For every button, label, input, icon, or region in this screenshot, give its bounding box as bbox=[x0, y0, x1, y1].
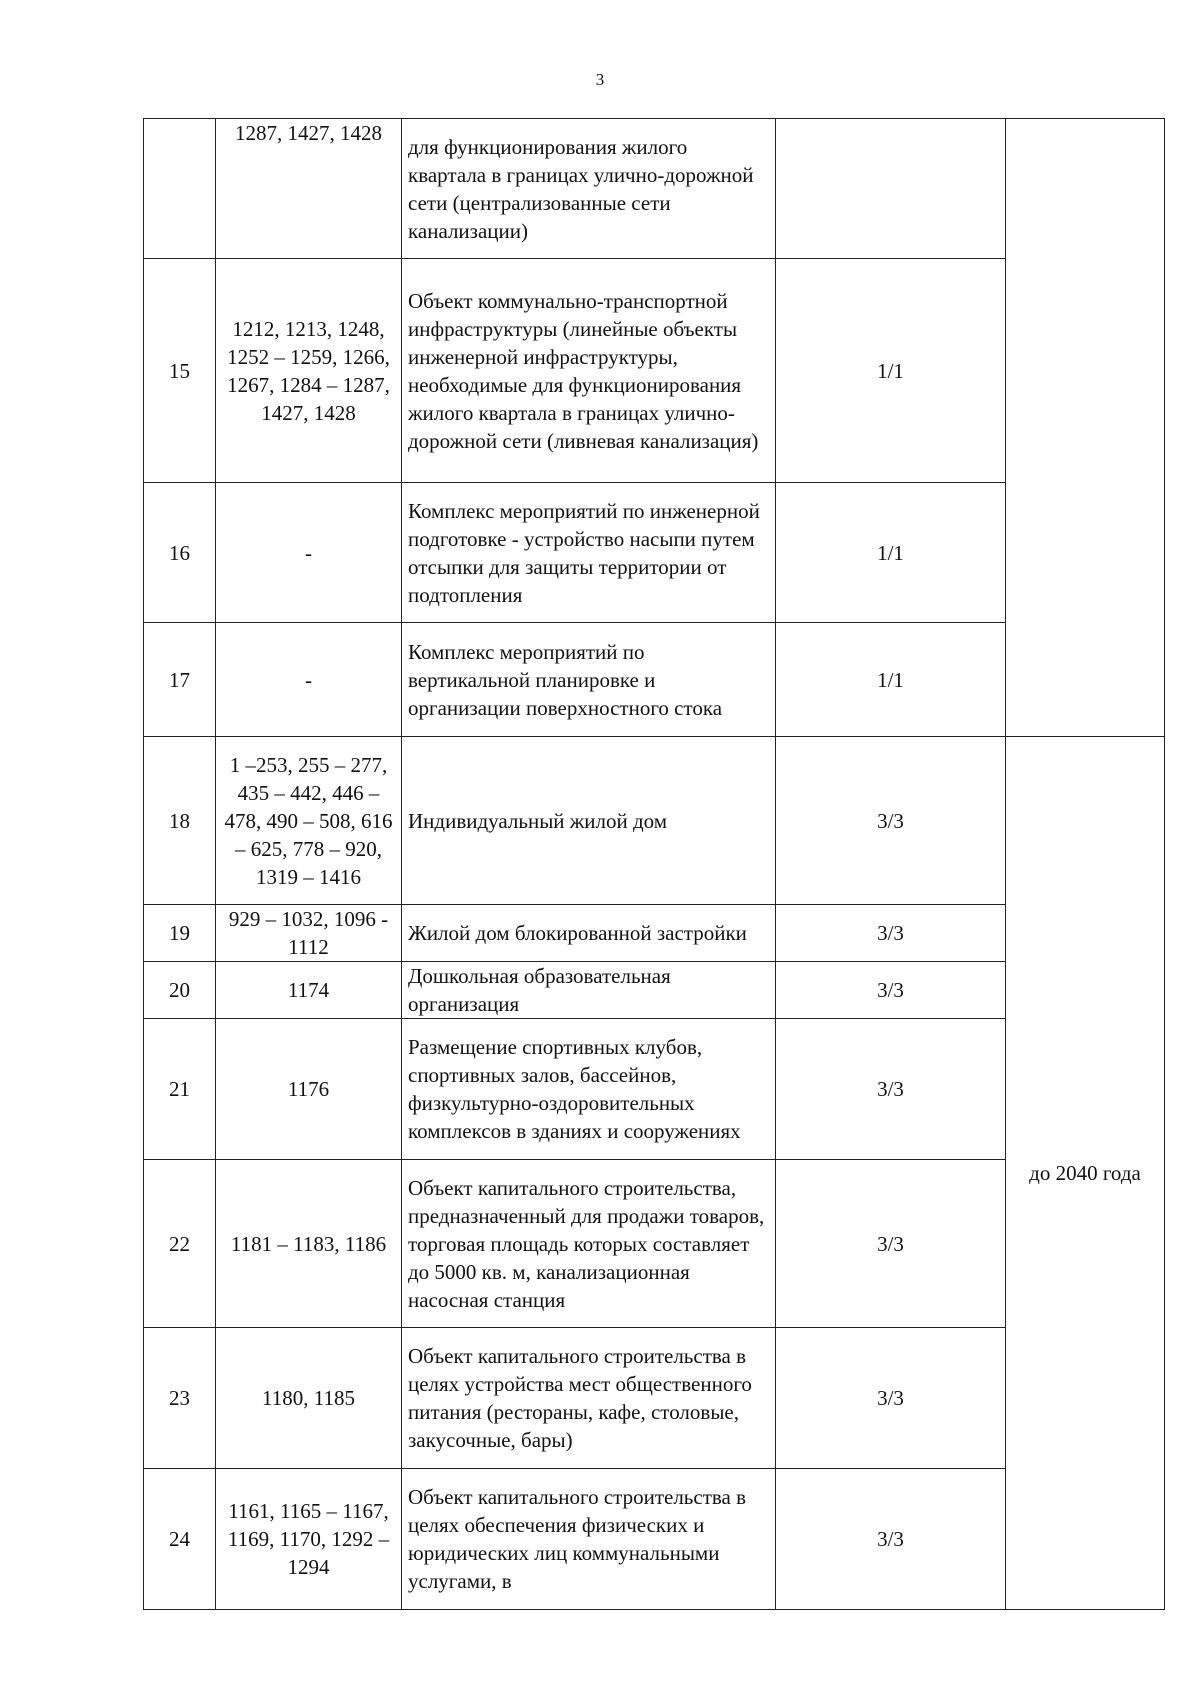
object-description: Объект коммунально-транспортной инфраструктуры (линейные объекты инженерной инфраструктуры, необходимые для функционирования жилого квартала в границах улично-дорожной сети (ливневая канализация) bbox=[402, 259, 776, 483]
parcel-numbers: 1174 bbox=[216, 962, 402, 1019]
object-description: Комплекс мероприятий по инженерной подготовке - устройство насыпи путем отсыпки для защиты территории от подтопления bbox=[402, 483, 776, 623]
object-description: Индивидуальный жилой дом bbox=[402, 737, 776, 905]
row-number: 22 bbox=[144, 1160, 216, 1328]
table-row bbox=[144, 737, 1165, 905]
object-description: Объект капитального строительства в целях обеспечения физических и юридических лиц коммунальными услугами, в bbox=[402, 1469, 776, 1610]
row-number: 17 bbox=[144, 623, 216, 737]
ratio-value: 3/3 bbox=[776, 1019, 1006, 1160]
parcel-numbers: 1212, 1213, 1248, 1252 – 1259, 1266, 1267, 1284 – 1287, 1427, 1428 bbox=[216, 259, 402, 483]
ratio-value: 1/1 bbox=[776, 259, 1006, 483]
object-description: Объект капитального строительства в целях устройства мест общественного питания (рестораны, кафе, столовые, закусочные, бары) bbox=[402, 1328, 776, 1469]
ratio-value: 1/1 bbox=[776, 483, 1006, 623]
row-number: 20 bbox=[144, 962, 216, 1019]
object-description: Объект капитального строительства, предназначенный для продажи товаров, торговая площадь которых составляет до 5000 кв. м, канализационная насосная станция bbox=[402, 1160, 776, 1328]
ratio-value: 3/3 bbox=[776, 737, 1006, 905]
ratio-value bbox=[776, 119, 1006, 259]
ratio-value: 3/3 bbox=[776, 1160, 1006, 1328]
object-description: Жилой дом блокированной застройки bbox=[402, 905, 776, 962]
object-description: Размещение спортивных клубов, спортивных залов, бассейнов, физкультурно-оздоровительных комплексов в зданиях и сооружениях bbox=[402, 1019, 776, 1160]
page-number: 3 bbox=[595, 70, 605, 89]
implementation-period: до 2040 года bbox=[1006, 737, 1165, 1610]
parcel-numbers: 1181 – 1183, 1186 bbox=[216, 1160, 402, 1328]
parcel-numbers: - bbox=[216, 483, 402, 623]
parcel-numbers: 1161, 1165 – 1167, 1169, 1170, 1292 – 1294 bbox=[216, 1469, 402, 1610]
implementation-period bbox=[1006, 119, 1165, 737]
object-description: Комплекс мероприятий по вертикальной планировке и организации поверхностного стока bbox=[402, 623, 776, 737]
planning-table bbox=[143, 118, 1165, 1610]
row-number: 15 bbox=[144, 259, 216, 483]
object-description: Дошкольная образовательная организация bbox=[402, 962, 776, 1019]
row-number: 24 bbox=[144, 1469, 216, 1610]
row-number: 19 bbox=[144, 905, 216, 962]
ratio-value: 3/3 bbox=[776, 1469, 1006, 1610]
parcel-numbers: 1176 bbox=[216, 1019, 402, 1160]
row-number bbox=[144, 119, 216, 259]
row-number: 21 bbox=[144, 1019, 216, 1160]
parcel-numbers: 1287, 1427, 1428 bbox=[216, 119, 402, 259]
row-number: 18 bbox=[144, 737, 216, 905]
parcel-numbers: - bbox=[216, 623, 402, 737]
ratio-value: 3/3 bbox=[776, 1328, 1006, 1469]
ratio-value: 1/1 bbox=[776, 623, 1006, 737]
row-number: 23 bbox=[144, 1328, 216, 1469]
ratio-value: 3/3 bbox=[776, 962, 1006, 1019]
object-description: для функционирования жилого квартала в границах улично-дорожной сети (централизованные сети канализации) bbox=[402, 119, 776, 259]
parcel-numbers: 1180, 1185 bbox=[216, 1328, 402, 1469]
parcel-numbers: 1 –253, 255 – 277, 435 – 442, 446 – 478, 490 – 508, 616 – 625, 778 – 920, 1319 – 1416 bbox=[216, 737, 402, 905]
row-number: 16 bbox=[144, 483, 216, 623]
parcel-numbers: 929 – 1032, 1096 - 1112 bbox=[216, 905, 402, 962]
table-row bbox=[144, 119, 1165, 259]
ratio-value: 3/3 bbox=[776, 905, 1006, 962]
